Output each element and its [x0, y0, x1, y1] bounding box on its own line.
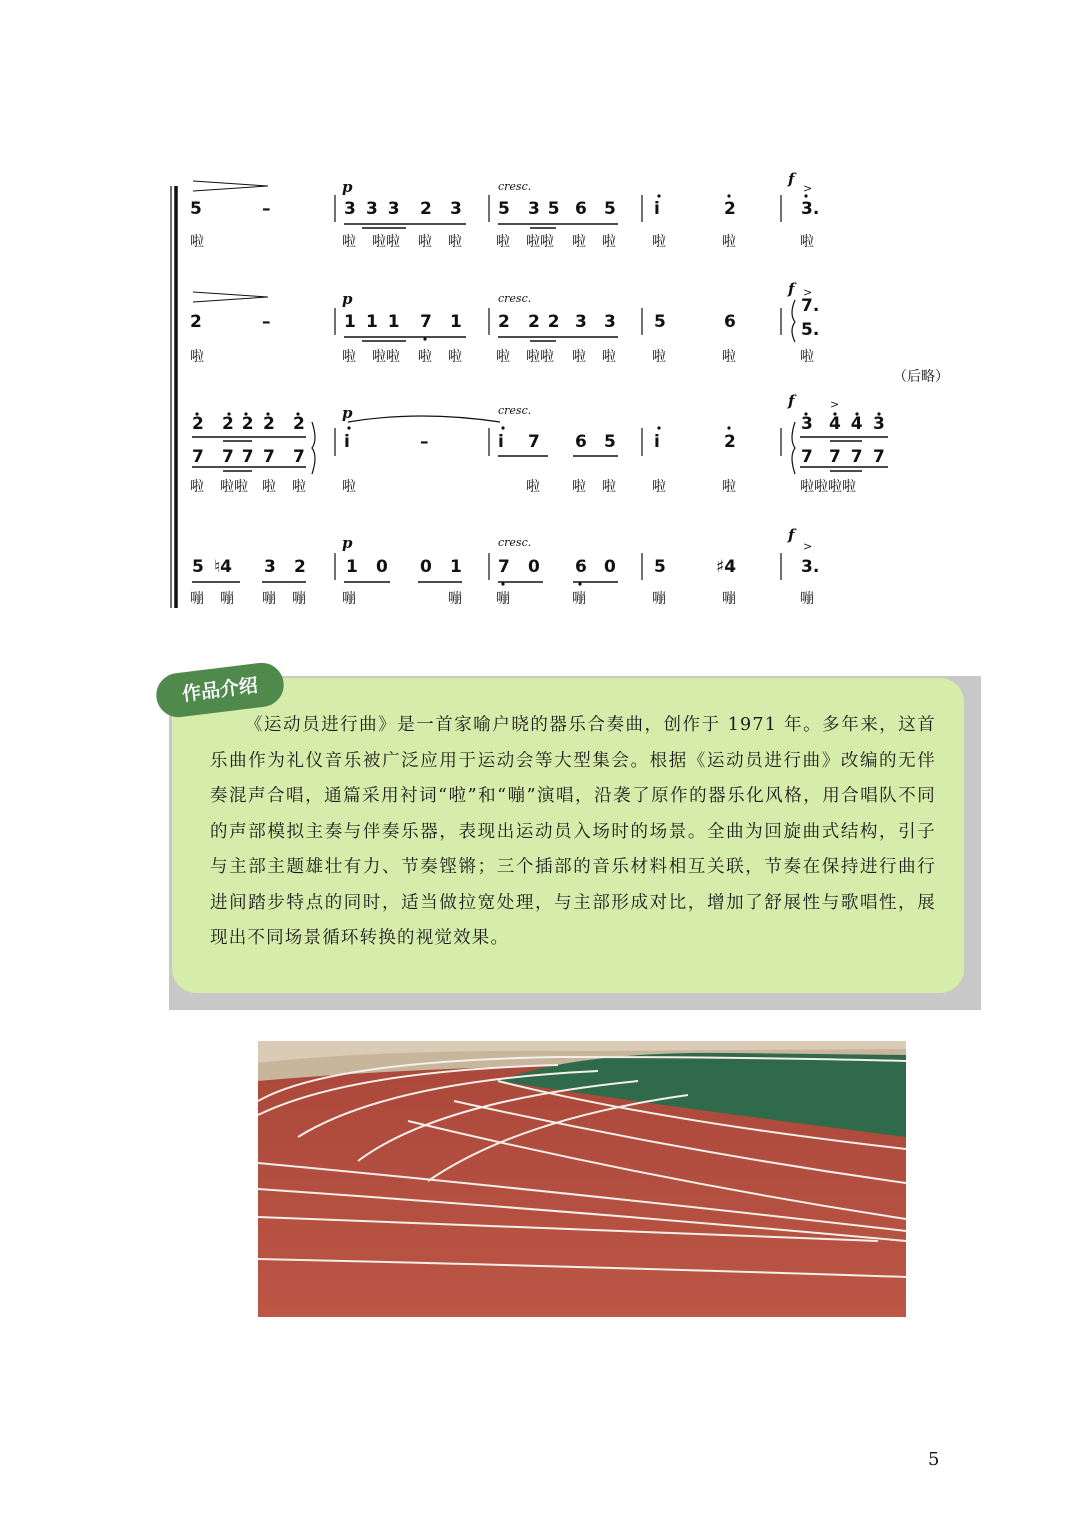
note: i [344, 432, 350, 452]
note: 7 [263, 447, 275, 467]
note: 2 2 [528, 312, 560, 332]
note: 0 [376, 557, 388, 577]
note: 5 [190, 199, 202, 219]
lyric: 啦啦 [526, 349, 554, 365]
lyric: 啦啦 [372, 349, 400, 365]
lyric: 啦 [722, 349, 736, 365]
running-track-photo [258, 1041, 906, 1317]
lyric: 啦 [190, 349, 204, 365]
lyric: 啦 [572, 234, 586, 250]
lyric: 啦 [418, 234, 432, 250]
lyric: 啦啦啦啦 [800, 479, 856, 495]
lyric: 嘣 [220, 591, 234, 607]
lyric: 嘣 [652, 591, 666, 607]
note: 2 [192, 414, 204, 434]
cresc-mark: cresc. [498, 180, 532, 193]
omitted-note: （后略） [893, 369, 949, 385]
lyric: 啦 [448, 234, 462, 250]
lyric: 啦 [602, 479, 616, 495]
note: 3. [801, 199, 820, 219]
note: 7 [293, 447, 305, 467]
note: 6 [575, 199, 587, 219]
note: 5 [498, 199, 510, 219]
note: 7 [420, 312, 432, 332]
lyric: 嘣 [572, 591, 586, 607]
lyric: 啦 [800, 349, 814, 365]
note: 3 [575, 312, 587, 332]
lyric: 啦 [800, 234, 814, 250]
lyric: 嘣 [262, 591, 276, 607]
lyric: 啦 [652, 234, 666, 250]
dynamic-f: f [788, 280, 795, 298]
cresc-mark: cresc. [498, 404, 532, 417]
note: i [654, 432, 660, 452]
dynamic-f: f [788, 392, 795, 410]
note: 7. [801, 296, 820, 316]
lyric: 啦 [526, 479, 540, 495]
lyric: 啦 [418, 349, 432, 365]
note: 3 [604, 312, 616, 332]
running-track-illustration [258, 1041, 906, 1317]
dynamic-f: f [788, 526, 795, 544]
lyric: 嘣 [342, 591, 356, 607]
note: – [262, 312, 271, 332]
note: 2 [294, 557, 306, 577]
lyric: 啦 [262, 479, 276, 495]
note: 2 [724, 199, 736, 219]
lyric: 嘣 [722, 591, 736, 607]
dynamic-p: p [342, 404, 353, 422]
dynamic-p: p [342, 534, 353, 552]
note: 7 [873, 447, 885, 467]
note: 2 [293, 414, 305, 434]
note: 0 [604, 557, 616, 577]
note: 2 [190, 312, 202, 332]
note: 1 [450, 557, 462, 577]
lyric: 啦 [342, 479, 356, 495]
note: 6 [575, 557, 587, 577]
lyric: 啦 [602, 349, 616, 365]
lyric: 啦啦 [526, 234, 554, 250]
note: 1 [346, 557, 358, 577]
note: 3 [344, 199, 356, 219]
note: 2 [263, 414, 275, 434]
note: 5 [654, 312, 666, 332]
note: 7 7 [829, 447, 863, 467]
note: 6 [724, 312, 736, 332]
lyric: 嘣 [190, 591, 204, 607]
lyric: 啦啦 [372, 234, 400, 250]
note: 3 3 [366, 199, 400, 219]
note: 7 [498, 557, 510, 577]
lyric: 啦 [292, 479, 306, 495]
lyric: 啦 [342, 234, 356, 250]
page-number: 5 [928, 1449, 940, 1470]
note: 1 [344, 312, 356, 332]
note: 1 [450, 312, 462, 332]
note: 3 [801, 414, 813, 434]
intro-tab: 作品介绍 [154, 660, 286, 719]
note: 3 5 [528, 199, 560, 219]
accent-mark: > [830, 398, 852, 411]
cresc-mark: cresc. [498, 292, 532, 305]
note: 2 [498, 312, 510, 332]
lyric: 啦 [496, 349, 510, 365]
score-lines [0, 0, 1080, 620]
note: 2 2 [222, 414, 254, 434]
lyric: 啦 [342, 349, 356, 365]
lyric: 啦啦 [220, 479, 248, 495]
note: i [498, 432, 504, 452]
note: 5 [604, 199, 616, 219]
lyric: 啦 [448, 349, 462, 365]
intro-text: 《运动员进行曲》是一首家喻户晓的器乐合奏曲，创作于 1971 年。多年来，这首乐曲作为礼仪音乐被广泛应用于运动会等大型集会。根据《运动员进行曲》改编的无伴奏混声合唱，通篇采用衬词“啦”和“嘣”演唱，沿袭了原作的器乐化风格，用合唱队不同的声部模拟主奏与伴奏乐器，表现出运动员入场时的场景。全曲为回旋曲式结构，引子与主部主题雄壮有力、节奏铿锵；三个插部的音乐材料相互关联，节奏在保持进行曲行进间踏步特点的同时，适当做拉宽处理，与主部形成对比，增加了舒展性与歌唱性，展现出不同场景循环转换的视觉效果。 [210, 715, 936, 948]
note: 1 1 [366, 312, 400, 332]
note: 0 [420, 557, 432, 577]
note: 3. [801, 557, 820, 577]
music-score [0, 0, 1080, 620]
note: 3 [450, 199, 462, 219]
note: 3 [873, 414, 885, 434]
dynamic-p: p [342, 178, 353, 196]
note: i [654, 199, 660, 219]
note: 4 4 [829, 414, 863, 434]
note: 2 [724, 432, 736, 452]
note: 7 [801, 447, 813, 467]
accent-mark: > [803, 182, 813, 195]
accent-mark: > [803, 286, 813, 299]
note: ♯4 [716, 557, 737, 577]
note: 5 [192, 557, 204, 577]
lyric: 啦 [190, 234, 204, 250]
note: 5 [604, 432, 616, 452]
lyric: 嘣 [448, 591, 462, 607]
lyric: 啦 [722, 234, 736, 250]
lyric: 嘣 [292, 591, 306, 607]
dynamic-f: f [788, 170, 795, 188]
lyric: 啦 [572, 349, 586, 365]
note: ♮4 [214, 557, 232, 577]
note: 7 [192, 447, 204, 467]
cresc-mark: cresc. [498, 536, 532, 549]
note: 3 [264, 557, 276, 577]
lyric: 啦 [190, 479, 204, 495]
lyric: 啦 [652, 349, 666, 365]
note: 5. [801, 320, 820, 340]
note: 6 [575, 432, 587, 452]
lyric: 啦 [652, 479, 666, 495]
lyric: 嘣 [496, 591, 510, 607]
lyric: 啦 [496, 234, 510, 250]
lyric: 啦 [722, 479, 736, 495]
note: 0 [528, 557, 540, 577]
dynamic-p: p [342, 290, 353, 308]
note: 7 [528, 432, 540, 452]
note: 5 [654, 557, 666, 577]
note: – [420, 432, 429, 452]
lyric: 嘣 [800, 591, 814, 607]
note: – [262, 199, 271, 219]
note: 7 7 [222, 447, 254, 467]
lyric: 啦 [602, 234, 616, 250]
lyric: 啦 [572, 479, 586, 495]
accent-mark: > [803, 540, 813, 553]
note: 2 [420, 199, 432, 219]
